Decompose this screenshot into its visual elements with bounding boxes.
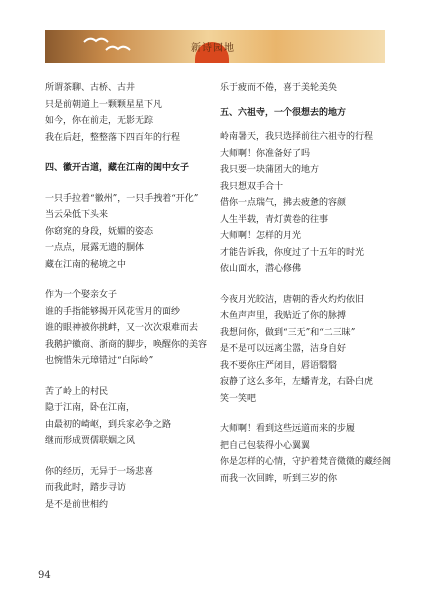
text-line: 把自己包装得小心翼翼 bbox=[220, 440, 311, 451]
text-line: 大师啊！怎样的月光 bbox=[220, 231, 302, 241]
text-line: 大师啊！你准备好了吗 bbox=[220, 148, 311, 159]
text-line: 而我此时，踏步寻访 bbox=[45, 483, 127, 493]
text-line: 我只要一块蒲团大的地方 bbox=[220, 165, 320, 175]
text-line: 当云朵低下头来 bbox=[45, 210, 109, 220]
right-column bbox=[220, 80, 395, 487]
text-line: 我只想双手合十 bbox=[220, 181, 284, 192]
text-line: 所谓茶聊、古桥、古井 bbox=[45, 83, 136, 93]
text-line: 依山面水，潜心修佛 bbox=[220, 264, 302, 274]
text-line: 是不是可以远离尘嚣，洁身自好 bbox=[220, 344, 347, 354]
text-line: 我鹅护徽商、浙商的脚步，唤醒你的美容 bbox=[45, 339, 208, 350]
left-column bbox=[45, 80, 210, 513]
bird-icon bbox=[83, 36, 109, 44]
text-line: 我在后赶，整整落下四百年的行程 bbox=[45, 132, 181, 143]
text-line: 大师啊！看到这些远道而来的步履 bbox=[220, 424, 356, 434]
text-line: 苦了岭上的村民 bbox=[45, 386, 109, 397]
text-line: 乐于疲而不倦，喜于美轮美奂 bbox=[220, 83, 338, 93]
text-line: 木鱼声声里，我贴近了你的脉搏 bbox=[220, 311, 347, 321]
text-line: 作为一个娶亲女子 bbox=[45, 290, 118, 300]
text-line: 岭南暑天，我只选择前往六祖寺的行程 bbox=[220, 132, 374, 142]
bird-icon bbox=[105, 44, 131, 52]
text-line: 今夜月光皎洁，唐朝的香火灼灼依旧 bbox=[220, 294, 365, 305]
text-line: 谁的眼神被你挑衅，又一次次艰难而去 bbox=[45, 323, 199, 333]
text-line: 是不是前世相约 bbox=[45, 499, 109, 510]
text-line: 寂静了这么多年，左蟠青龙，右卧白虎 bbox=[220, 377, 374, 387]
text-line: 人生半载，青灯黄卷的往事 bbox=[220, 214, 329, 225]
text-line: 你窈窕的身段，妩媚的姿态 bbox=[45, 226, 154, 237]
text-line: 我不要你庄严闭目，唇语翳翳 bbox=[220, 360, 338, 371]
text-line: 借你一点瑞气，拂去疲惫的容颜 bbox=[220, 198, 347, 208]
text-line: 笑一笑吧 bbox=[220, 393, 257, 404]
text-line: 也惋惜朱元璋错过“白际岭” bbox=[45, 356, 154, 366]
text-line: 如今，你在前走，无影无踪 bbox=[45, 116, 154, 126]
text-line: 由最初的崎岖，到兵家必争之路 bbox=[45, 419, 172, 430]
section-title: 新诗园地 bbox=[191, 43, 235, 54]
text-line: 一只手拉着“徽州”，一只手拽着“开化” bbox=[45, 193, 199, 204]
text-line: 隐于江南，卧在江南， bbox=[45, 403, 136, 413]
text-line: 我想问你，做到“三无”和“二三昧” bbox=[220, 327, 356, 338]
text-line: 继而形成贾儒联姻之风 bbox=[45, 436, 136, 446]
page-number: 94 bbox=[38, 570, 51, 581]
text-line: 只是前朝道上一颗颗星星下凡 bbox=[45, 99, 163, 110]
text-line: 而我一次回眸，听到三岁的你 bbox=[220, 473, 338, 484]
poem-heading: 五、六祖寺，一个很想去的地方 bbox=[220, 107, 347, 118]
poem-heading: 四、徽开古道，藏在江南的闺中女子 bbox=[45, 163, 190, 173]
text-line: 才能告诉我，你度过了十五年的时光 bbox=[220, 247, 365, 258]
text-line: 谁的手指能够揭开风花雪月的面纱 bbox=[45, 306, 181, 317]
text-line: 藏在江南的秘境之中 bbox=[45, 259, 127, 270]
text-line: 你是怎样的心情，守护着梵音微微的藏经阁 bbox=[220, 457, 392, 467]
text-line: 你的经历，无异于一场悲喜 bbox=[45, 466, 154, 477]
header-banner bbox=[45, 30, 385, 63]
text-line: 一点点，展露无遗的胴体 bbox=[45, 243, 145, 253]
